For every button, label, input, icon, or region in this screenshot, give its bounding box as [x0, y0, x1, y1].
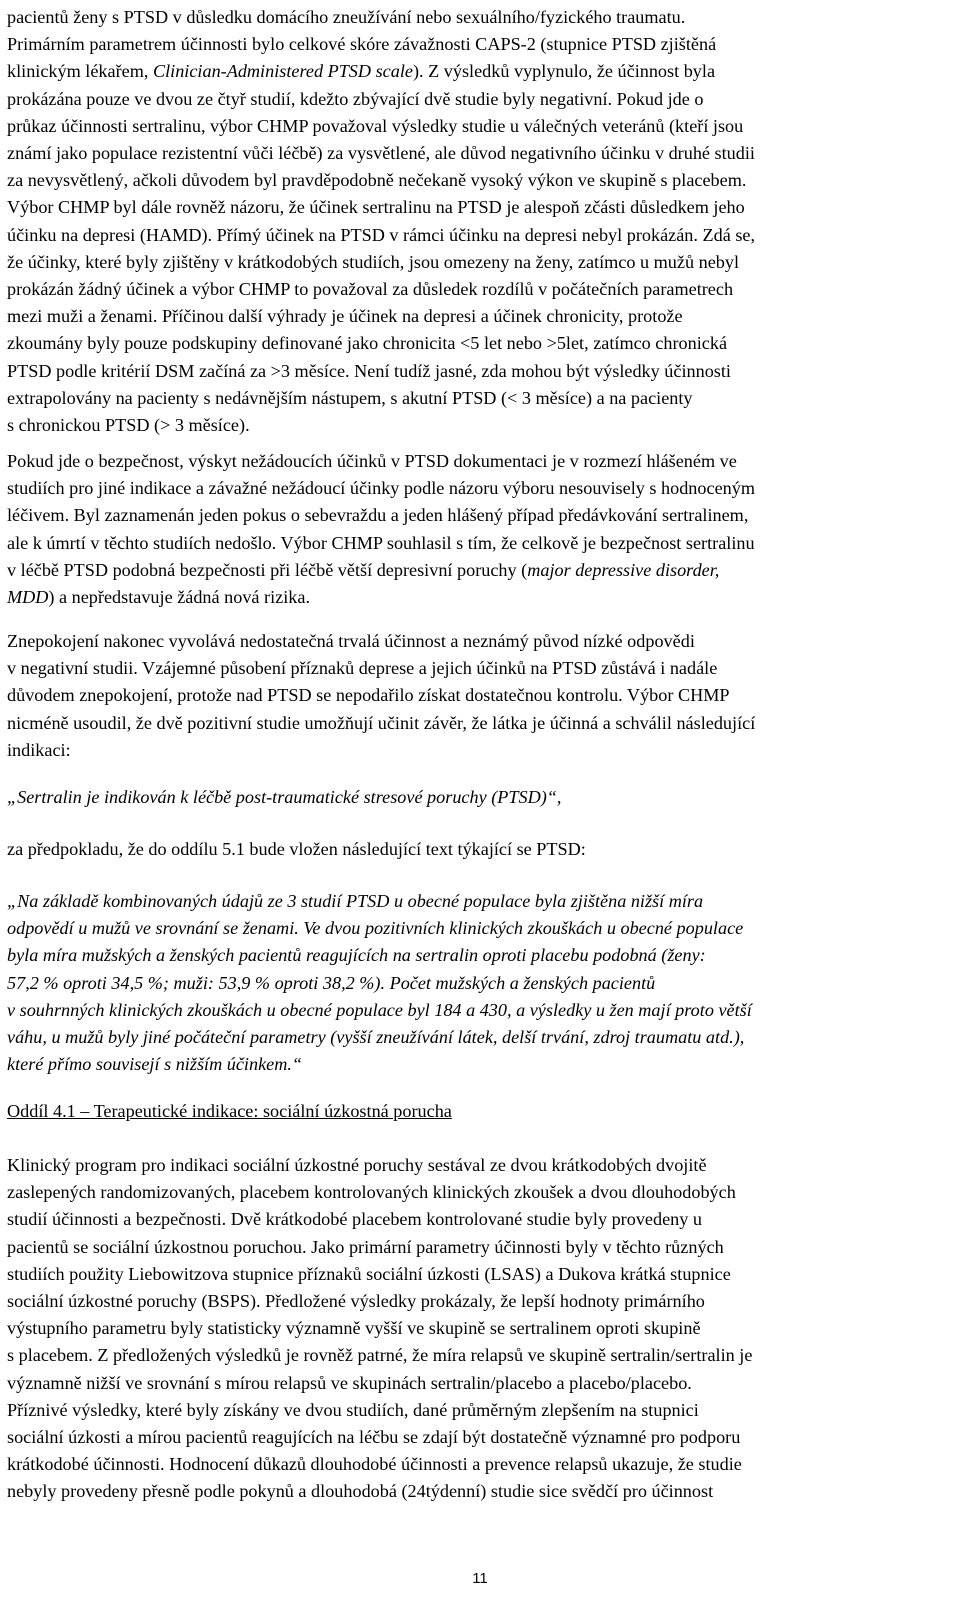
text-line: s chronickou PTSD (> 3 měsíce).: [7, 415, 250, 436]
paragraph-social-anxiety: [7, 1152, 947, 1506]
text-line: účinku na depresi (HAMD). Přímý účinek na PTSD v rámci účinku na depresi nebyl prokázán. Zdá se,: [7, 224, 756, 245]
text-line: nicméně usoudil, že dvě pozitivní studie umožňují učinit závěr, že látka je účinná a schválil následující: [7, 712, 756, 733]
text-line: léčivem. Byl zaznamenán jeden pokus o sebevraždu a jeden hlášený případ předávkování sertralinem,: [7, 505, 749, 526]
text-line: váhu, u mužů byly jiné počáteční parametry (vyšší zneužívání látek, delší trvání, zdroj traumatu atd.),: [7, 1027, 745, 1048]
text-line: sociální úzkostné poruchy (BSPS). Předložené výsledky prokázaly, že lepší hodnoty primárního: [7, 1291, 705, 1312]
text-line: výstupního parametru byly statisticky významně vyšší ve skupině se sertralinem oproti skupině: [7, 1318, 701, 1339]
text-line: důvodem znepokojení, protože nad PTSD se nepodařilo získat dostatečnou kontrolu. Výbor CHMP: [7, 685, 730, 706]
text-line: „Na základě kombinovaných údajů ze 3 studií PTSD u obecné populace byla zjištěna nižší míra: [7, 891, 704, 911]
text-segment: v léčbě PTSD podobná bezpečnosti při léčbě větší depresivní poruchy (: [7, 559, 528, 580]
text-line: které přímo souvisejí s nižším účinkem.“: [7, 1054, 303, 1075]
text-line: průkaz účinnosti sertralinu, výbor CHMP považoval výsledky studie u válečných veteránů (kteří jsou: [7, 115, 744, 136]
text-line: extrapolovány na pacienty s nedávnějším nástupem, s akutní PTSD (< 3 měsíce) a na pacienty: [7, 387, 693, 408]
section-5-1-quote: [7, 888, 947, 1078]
text-line: odpovědí u mužů ve srovnání se ženami. Ve dvou pozitivních klinických zkouškách u obecné populace: [7, 918, 744, 939]
text-line: studiích pro jiné indikace a závažné nežádoucí účinky podle názoru výboru nesouvisely s hodnoceným: [7, 478, 755, 499]
text-segment: ). Z výsledků vyplynulo, že účinnost byla: [412, 61, 716, 82]
italic-term: Clinician-Administered PTSD scale: [152, 61, 413, 82]
text-line: že účinky, které byly zjištěny v krátkodobých studiích, jsou omezeny na ženy, zatímco u mužů nebyl: [7, 251, 740, 272]
text-line: studií účinnosti a bezpečnosti. Dvě krátkodobé placebem kontrolované studie byly provedeny u: [7, 1209, 702, 1230]
italic-term: major depressive disorder,: [527, 559, 720, 580]
text-line: nebyly provedeny přesně podle pokynů a dlouhodobá (24týdenní) studie sice svědčí pro účinnost: [7, 1481, 714, 1502]
italic-term: MDD: [7, 587, 49, 608]
text-line: významně nižší ve srovnání s mírou relapsů ve skupinách sertralin/placebo a placebo/placebo.: [7, 1372, 692, 1393]
text-line: známí jako populace rezistentní vůči léčbě) za vysvětlené, ale důvod negativního účinku v druhé studii: [7, 143, 755, 164]
text-line: ale k úmrtí v těchto studiích nedošlo. Výbor CHMP souhlasil s tím, že celkově je bezpečnost sertralinu: [7, 532, 755, 553]
text-line: Klinický program pro indikaci sociální úzkostné poruchy sestával ze dvou krátkodobých dvojitě: [7, 1155, 707, 1175]
text-line: Příznivé výsledky, které byly získány ve dvou studiích, dané průměrným zlepšením na stupnici: [7, 1399, 699, 1420]
text-line: v souhrnných klinických zkouškách u obecné populace byl 184 a 430, a výsledky u žen mají proto větší: [7, 999, 752, 1020]
text-line: byla míra mužských a ženských pacientů reagujících na sertralin oproti placebu podobná (ženy:: [7, 945, 706, 966]
text-line: krátkodobé účinnosti. Hodnocení důkazů dlouhodobé účinnosti a prevence relapsů ukazuje, že studie: [7, 1454, 742, 1475]
text-line: pacientů ženy s PTSD v důsledku domácího zneužívání nebo sexuálního/fyzického traumatu.: [7, 7, 686, 27]
text-line: pacientů se sociální úzkostnou poruchou. Jako primární parametry účinnosti byly v těchto různých: [7, 1236, 724, 1257]
text-line: Výbor CHMP byl dále rovněž názoru, že účinek sertralinu na PTSD je alespoň zčásti důsledkem jeho: [7, 197, 745, 218]
section-heading: Oddíl 4.1 – Terapeutické indikace: sociální úzkostná porucha: [7, 1101, 452, 1121]
text-line: Pokud jde o bezpečnost, výskyt nežádoucích účinků v PTSD dokumentaci je v rozmezí hlášeném ve: [7, 451, 737, 471]
text-line: zaslepených randomizovaných, placebem kontrolovaných klinických zkoušek a dvou dlouhodobých: [7, 1182, 736, 1203]
text-line: studiích použity Liebowitzova stupnice příznaků sociální úzkosti (LSAS) a Dukova krátká stupnice: [7, 1263, 731, 1284]
text-line: s placebem. Z předložených výsledků je rovněž patrné, že míra relapsů ve skupině sertralin/sertralin je: [7, 1345, 753, 1366]
paragraph-ptsd-safety: [7, 448, 947, 611]
text-line: Znepokojení nakonec vyvolává nedostatečná trvalá účinnost a neznámý původ nízké odpovědi: [7, 631, 695, 651]
text-line: 57,2 % oproti 34,5 %; muži: 53,9 % oproti 38,2 %). Počet mužských a ženských pacientů: [7, 972, 656, 993]
text-line: Primárním parametrem účinnosti bylo celkové skóre závažnosti CAPS-2 (stupnice PTSD zjištěná: [7, 34, 717, 55]
indication-quote: [7, 784, 947, 811]
text-line: PTSD podle kritérií DSM začíná za >3 měsíce. Není tudíž jasné, zda mohou být výsledky účinnosti: [7, 360, 731, 381]
text-line: „Sertralin je indikován k léčbě post-traumatické stresové poruchy (PTSD)“,: [7, 787, 562, 807]
text-line: prokázán žádný účinek a výbor CHMP to považoval za důsledek rozdílů v počátečních parametrech: [7, 279, 734, 300]
text-line: indikaci:: [7, 739, 71, 760]
paragraph-ptsd-concerns: [7, 628, 947, 764]
text-line: zkoumány byly pouze podskupiny definované jako chronicita <5 let nebo >5let, zatímco chronická: [7, 333, 728, 354]
text-line: v negativní studii. Vzájemné působení příznaků deprese a jejich účinků na PTSD zůstává i nadále: [7, 658, 718, 679]
text-line: prokázána pouze ve dvou ze čtyř studií, kdežto zbývající dvě studie byly negativní. Pokud jde o: [7, 88, 704, 109]
text-line: [7, 584, 947, 611]
text-line: za předpokladu, že do oddílu 5.1 bude vložen následující text týkající se PTSD:: [7, 839, 586, 859]
text-segment: ) a nepředstavuje žádná nová rizika.: [48, 587, 310, 608]
text-segment: klinickým lékařem,: [7, 61, 153, 82]
text-line: za nevysvětlený, ačkoli důvodem byl pravděpodobně nečekaně vysoký výkon ve skupině s placebem.: [7, 170, 747, 191]
paragraph-section-5-1: [7, 836, 947, 863]
text-line: [7, 58, 947, 85]
text-line: sociální úzkosti a mírou pacientů reagujících na léčbu se zdají být dostatečně významné pro podporu: [7, 1427, 741, 1448]
page-number: 11: [472, 1570, 488, 1587]
text-line: mezi muži a ženami. Příčinou další výhrady je účinek na depresi a účinek chronicity, protože: [7, 306, 683, 327]
text-line: [7, 557, 947, 584]
paragraph-ptsd-efficacy: [7, 4, 947, 439]
